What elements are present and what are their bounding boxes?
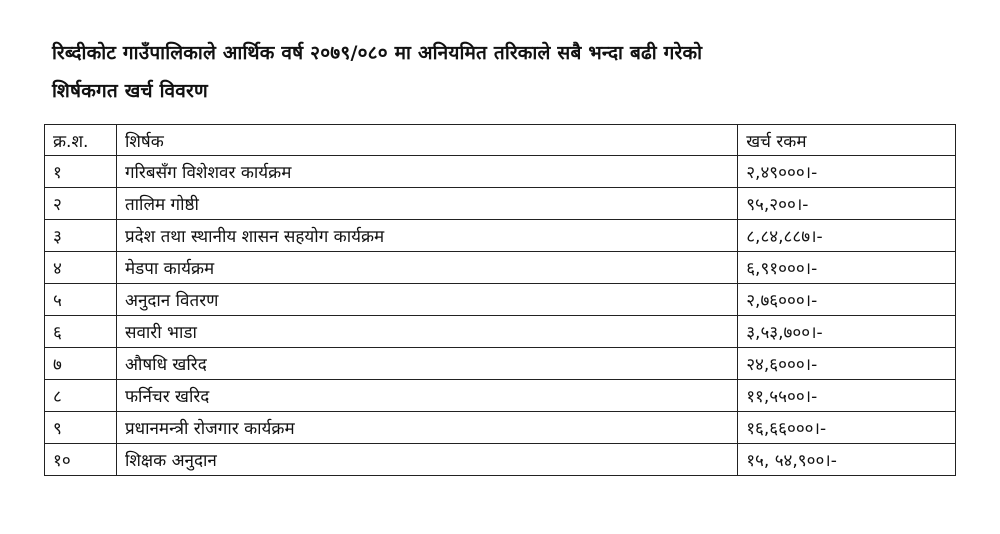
cell-amount: २,४९०००।- xyxy=(738,156,956,188)
cell-amount: २,७६०००।- xyxy=(738,284,956,316)
table-row xyxy=(45,412,956,444)
table-header xyxy=(45,125,956,156)
cell-heading: गरिबसँग विशेशवर कार्यक्रम xyxy=(116,156,737,188)
cell-serial: १० xyxy=(45,444,117,476)
cell-heading: औषधि खरिद xyxy=(116,348,737,380)
cell-heading: सवारी भाडा xyxy=(116,316,737,348)
table-row xyxy=(45,348,956,380)
cell-serial: १ xyxy=(45,156,117,188)
document-title xyxy=(52,34,952,110)
cell-heading: अनुदान वितरण xyxy=(116,284,737,316)
cell-heading: मेडपा कार्यक्रम xyxy=(116,252,737,284)
table-row xyxy=(45,316,956,348)
cell-heading: फर्निचर खरिद xyxy=(116,380,737,412)
title-line-2: शिर्षकगत खर्च विवरण xyxy=(52,80,208,102)
table-row xyxy=(45,380,956,412)
cell-amount: ६,९१०००।- xyxy=(738,252,956,284)
table-body xyxy=(45,156,956,476)
title-line-1: रिब्दीकोट गाउँपालिकाले आर्थिक वर्ष २०७९/०८० मा अनियमित तरिकाले सबै भन्दा बढी गरेको xyxy=(52,42,703,64)
column-header-heading: शिर्षक xyxy=(116,125,737,156)
cell-serial: ३ xyxy=(45,220,117,252)
cell-heading: प्रदेश तथा स्थानीय शासन सहयोग कार्यक्रम xyxy=(116,220,737,252)
cell-serial: ५ xyxy=(45,284,117,316)
cell-serial: ८ xyxy=(45,380,117,412)
table-row xyxy=(45,252,956,284)
table-row xyxy=(45,284,956,316)
column-header-amount: खर्च रकम xyxy=(738,125,956,156)
cell-serial: ९ xyxy=(45,412,117,444)
column-header-serial: क्र.श. xyxy=(45,125,117,156)
cell-serial: ४ xyxy=(45,252,117,284)
table-header-row xyxy=(45,125,956,156)
cell-amount: ८,८४,८८७।- xyxy=(738,220,956,252)
cell-heading: शिक्षक अनुदान xyxy=(116,444,737,476)
cell-heading: तालिम गोष्ठी xyxy=(116,188,737,220)
table-row xyxy=(45,220,956,252)
table-row xyxy=(45,156,956,188)
cell-serial: ६ xyxy=(45,316,117,348)
cell-heading: प्रधानमन्त्री रोजगार कार्यक्रम xyxy=(116,412,737,444)
cell-amount: १६,६६०००।- xyxy=(738,412,956,444)
cell-amount: २४,६०००।- xyxy=(738,348,956,380)
cell-amount: १५, ५४,९००।- xyxy=(738,444,956,476)
table-row xyxy=(45,444,956,476)
expense-table xyxy=(44,124,956,476)
table-row xyxy=(45,188,956,220)
cell-serial: ७ xyxy=(45,348,117,380)
cell-serial: २ xyxy=(45,188,117,220)
cell-amount: ३,५३,७००।- xyxy=(738,316,956,348)
cell-amount: ९५,२००।- xyxy=(738,188,956,220)
cell-amount: ११,५५००।- xyxy=(738,380,956,412)
